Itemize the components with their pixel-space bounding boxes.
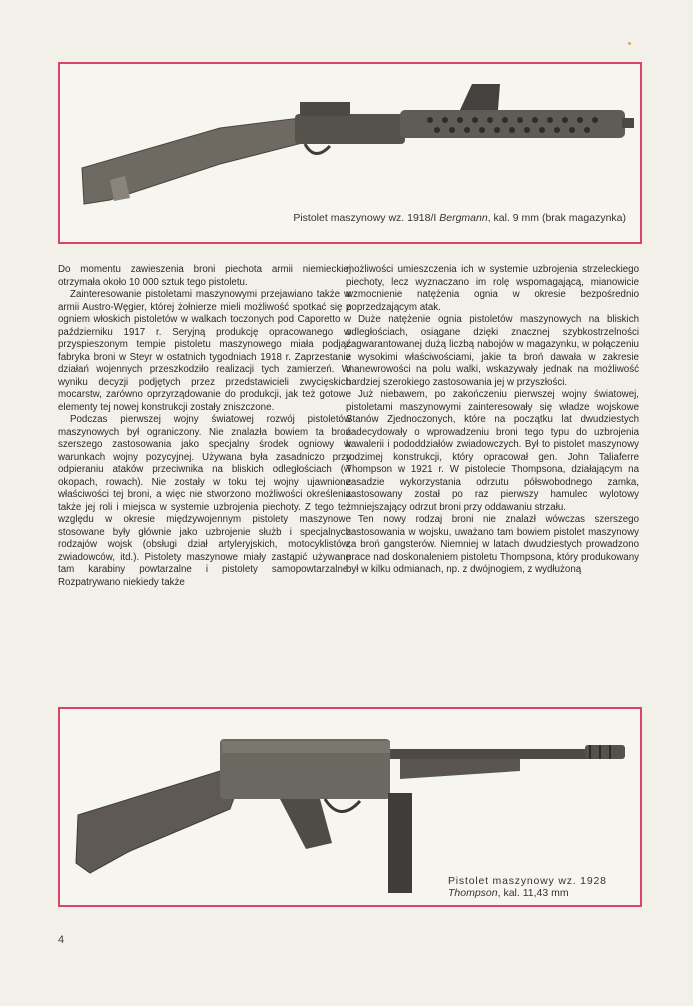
paragraph: możliwości umieszczenia ich w systemie uzbrojenia strzeleckiego piechoty, lecz wyznaczano im rolę wspomagającą, mianowicie wzmocnienie natężenia ognia w okresie bezpośrednio poprzedzającym atak. <box>346 264 639 313</box>
left-text-column <box>58 264 351 589</box>
paragraph: Podczas pierwszej wojny światowej rozwój pistoletów maszynowych był ograniczony. Nie znalazła bowiem ta broń szerszego zastosowania jako specjalny środek ogniowy w warunkach wojny pozycyjnej. Używana była zasadniczo przy odpieraniu ataków przeciwnika na bliskich odległościach (w okopach, rowach). Nie zostały w toku tej wojny ujawnione właściwości tej broni, a więc nie stworzono możliwości określenia także jej roli i miejsca w systemie uzbrojenia piechoty. Z tego też względu w okresie międzywojennym pistolety maszynowe stosowane były głównie jako uzbrojenie służb i specjalnych rodzajów wojsk (obsługi dział artyleryjskich, motocyklistów, zwiadowców, itd.). Pistolety maszynowe miały zastąpić używane tam karabiny powtarzalne i pistolety samopowtarzalne. Rozpatrywano niekiedy także <box>58 414 351 588</box>
bergmann-gun-photo <box>70 80 636 220</box>
figure-caption: Pistolet maszynowy wz. 1918/I Bergmann, kal. 9 mm (brak magazynka) <box>293 212 626 224</box>
figure-caption: Pistolet maszynowy wz. 1928 Thompson, kal. 11,43 mm <box>448 875 607 899</box>
paragraph: Do momentu zawieszenia broni piechota armii niemieckiej otrzymała około 10 000 sztuk tego pistoletu. <box>58 264 351 288</box>
figure-thompson <box>58 707 642 907</box>
paper-speck <box>628 42 631 45</box>
paragraph: Duże natężenie ognia pistoletów maszynowych na bliskich odległościach, osiągane dzięki znacznej szybkostrzelności zagwarantowanej dużą liczbą nabojów w magazynku, w połączeniu z wysokimi właściwościami, jakie ta broń dawała w zakresie manewrowości na polu walki, wskazywały jednak na możliwość bardziej szerokiego zastosowania jej w przyszłości. <box>346 314 639 388</box>
page-number: 4 <box>58 934 65 946</box>
paragraph: Ten nowy rodzaj broni nie znalazł wówczas szerszego zastosowania w wojsku, uważano tam bowiem pistolet maszynowy za broń gangsterów. Niemniej w latach dwudziestych prowadzono prace nad doskonaleniem pistoletu Thompsona, który produkowany był w kilku odmianach, np. z dwójnogiem, z wydłużoną <box>346 514 639 575</box>
paragraph: Zainteresowanie pistoletami maszynowymi przejawiano także w armii Austro-Węgier, której żołnierze mieli możliwość spotkać się z ogniem włoskich pistoletów w walkach toczonych pod Caporetto w październiku 1917 r. Seryjną produkcję opracowanego w przyspieszonym tempie pistoletu maszynowego miała podjąć fabryka broni w Steyr w ostatnich tygodniach 1918 r. Zaprzestanie działań wojennych przeszkodziło realizacji tych zamierzeń. W wyniku decyzji podjętych przez przedstawicieli zwycięskich mocarstw, zarówno oprzyrządowanie do produkcji, jak też gotowe elementy tej nowej konstrukcji zostały zniszczone. <box>58 289 351 413</box>
thompson-gun-photo <box>70 723 636 893</box>
right-text-column <box>346 264 639 577</box>
paragraph: Już niebawem, po zakończeniu pierwszej wojny światowej, pistoletami maszynowymi zainteresowały się władze wojskowe Stanów Zjednoczonych, które na początku lat dwudziestych zadecydowały o wprowadzeniu broni tego typu do uzbrojenia kawalerii i pododdziałów zwiadowczych. Był to pistolet maszynowy rodzimej konstrukcji, który opracował gen. John Taliaferre Thompson w 1921 r. W pistolecie Thompsona, działającym na zasadzie wykorzystania odrzutu półswobodnego zamka, zastosowany został po raz pierwszy hamulec wylotowy zmniejszający odrzut broni przy oddawaniu strzału. <box>346 389 639 513</box>
figure-bergmann <box>58 62 642 244</box>
